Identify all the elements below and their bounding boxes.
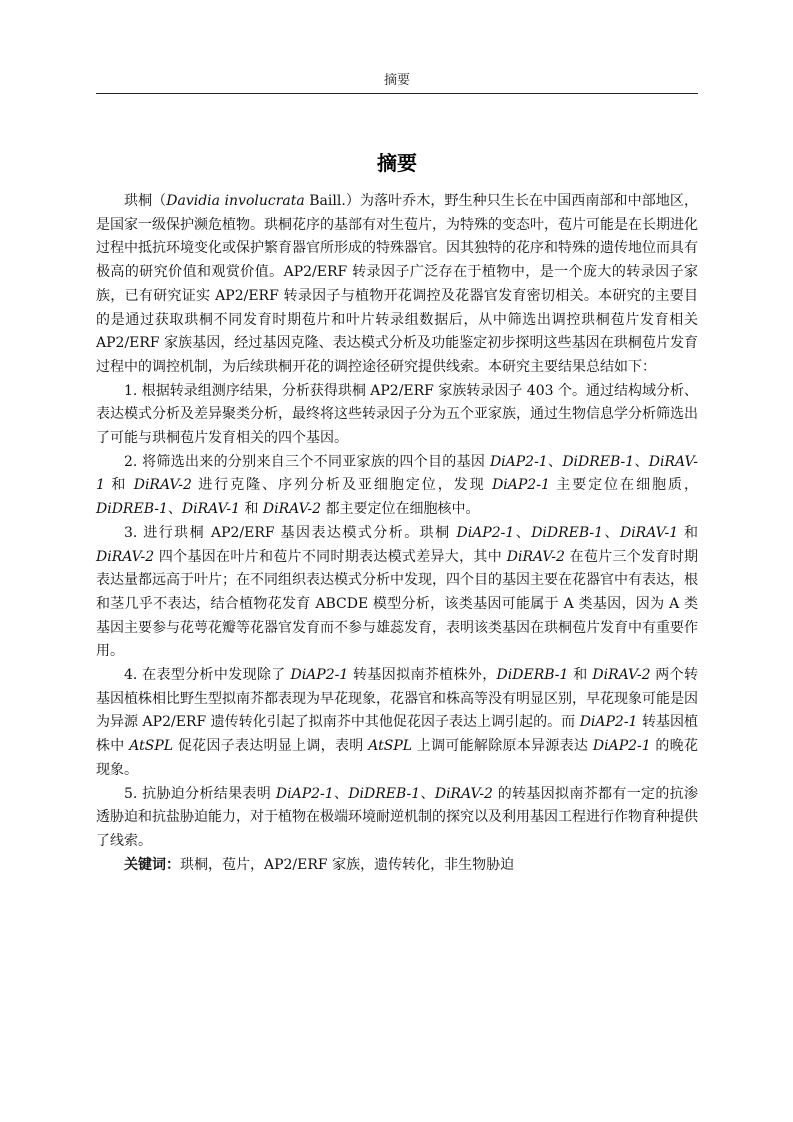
text-run: 转基因拟南芥植株外， bbox=[348, 667, 497, 684]
text-run: Baill.）为落叶乔木，野生种只生长在中国西南部和中部地区，是国家一级保护濒危植物。珙桐花序的基部有对生苞片，为特殊的变态叶，苞片可能是在长期进化过程中抵抗环境变化或保护繁育器官所形成的特殊器官。因其独特的花序和特殊的遗传地位而具有极高的研究价值和观赏价值。AP2/ERF 转录因子广泛存在于植物中，是一个庞大的转录因子家族，已有研究证实 AP2/ERF 转录因子与植物开花调控及花器官发育密切相关。本研究的主要目的是通过获取珙桐不同发育时期苞片和叶片转录组数据后，从中筛选出调控珙桐苞片发育相关 AP2/ERF 家族基因，经过基因克隆、表达模式分析及功能鉴定初步探明这些基因在珙桐苞片发育过程中的调控机制，为后续珙桐开花的调控途径研究提供线索。本研究主要结果总结如下： bbox=[96, 193, 699, 375]
italic-term: DiDREB-1 bbox=[562, 453, 635, 470]
text-run: 的晚花现象。 bbox=[96, 738, 698, 778]
italic-term: DiAP2-1 bbox=[456, 524, 515, 541]
text-run: 上调可能解除原本异源表达 bbox=[412, 738, 593, 755]
text-run: 都主要定位在细胞核中。 bbox=[321, 501, 480, 518]
running-header: 摘要 bbox=[383, 73, 410, 88]
text-run: 两个转基因植株相比野生型拟南芥都表现为早花现象，花器官和株高等没有明显区别，早花现象可能是因为异源 AP2/ERF 遗传转化引起了拟南芥中其他促花因子表达上调引起的。而 bbox=[96, 667, 698, 731]
italic-term: DiRAV-2 bbox=[96, 548, 155, 565]
keywords-label: 关键词： bbox=[124, 856, 180, 873]
text-run: 、 bbox=[333, 785, 349, 802]
text-run: 和 bbox=[678, 524, 699, 541]
text-run: 、 bbox=[634, 453, 649, 470]
text-run: 2. 将筛选出来的分别来自三个不同亚家族的四个目的基因 bbox=[124, 453, 490, 470]
italic-term: DiDREB-1 bbox=[96, 501, 168, 518]
abstract-body bbox=[96, 190, 698, 877]
italic-term: DiRAV-1 bbox=[619, 524, 679, 541]
italic-term: DiAP2-1 bbox=[275, 785, 334, 802]
text-run: 、 bbox=[167, 501, 182, 518]
text-run: 四个基因在叶片和苞片不同时期表达模式差异大，其中 bbox=[154, 548, 507, 565]
text-run: 的转基因拟南芥都有一定的抗渗透胁迫和抗盐胁迫能力，对于植物在极端环境耐逆机制的探究以及利用基因工程进行作物育种提供了线索。 bbox=[96, 785, 699, 849]
italic-term: DiAP2-1 bbox=[489, 453, 548, 470]
result-2-paragraph bbox=[96, 451, 698, 522]
text-run: 、 bbox=[420, 785, 435, 802]
italic-term: Davidia involucrata bbox=[166, 193, 305, 209]
text-run: 在苞片三个发育时期表达量都远高于叶片；在不同组织表达模式分析中发现，四个目的基因主要在花器官中有表达，根和茎几乎不表达，结合植物花发育 ABCDE 模型分析，该类基因可能属于 A 类基因，因为 A 类基因主要参与花萼花瓣等花器官发育而不参与雄蕊发育，表明该类基因在珙桐苞片发育中有重要作用。 bbox=[96, 548, 698, 660]
italic-term: DiDREB-1 bbox=[531, 524, 604, 541]
keywords-line bbox=[96, 854, 698, 878]
italic-term: DiRAV-2 bbox=[133, 477, 192, 494]
text-run: 主要定位在细胞质， bbox=[549, 477, 699, 494]
page-title: 摘要 bbox=[377, 151, 417, 176]
text-run: 和 bbox=[240, 501, 263, 518]
text-run: 1. 根据转录组测序结果，分析获得珙桐 AP2/ERF 家族转录因子 403 个。通过结构域分析、表达模式分析及差异聚类分析，最终将这些转录因子分为五个亚家族，通过生物信息学分析筛选出了可能与珙桐苞片发育相关的四个基因。 bbox=[96, 382, 698, 447]
text-run: 5. 抗胁迫分析结果表明 bbox=[124, 785, 276, 802]
italic-term: DiDREB-1 bbox=[348, 785, 421, 802]
result-5-paragraph bbox=[96, 783, 698, 854]
italic-term: DiAP2-1 bbox=[579, 714, 638, 731]
text-run: 促花因子表达明显上调，表明 bbox=[173, 738, 369, 755]
result-4-paragraph bbox=[96, 664, 698, 783]
keywords-text: 珙桐，苞片，AP2/ERF 家族，遗传转化，非生物胁迫 bbox=[180, 856, 515, 873]
italic-term: DiRAV-2 bbox=[506, 548, 565, 565]
text-run: 4. 在表型分析中发现除了 bbox=[124, 667, 291, 684]
italic-term: DiAP2-1 bbox=[592, 738, 651, 755]
header-rule bbox=[96, 93, 698, 94]
italic-term: DiRAV-2 bbox=[592, 667, 651, 684]
text-run: 进行克隆、序列分析及亚细胞定位，发现 bbox=[191, 477, 493, 494]
text-run: 3. 进行珙桐 AP2/ERF 基因表达模式分析。珙桐 bbox=[124, 524, 457, 541]
text-run: 、 bbox=[514, 524, 532, 541]
italic-term: DiRAV-1 bbox=[96, 453, 698, 494]
text-run: 和 bbox=[568, 667, 593, 684]
result-3-paragraph bbox=[96, 522, 698, 664]
italic-term: DiAP2-1 bbox=[290, 667, 349, 684]
abstract-intro-paragraph bbox=[96, 190, 698, 380]
italic-term: AtSPL bbox=[368, 738, 413, 755]
text-run: 、 bbox=[547, 453, 563, 470]
italic-term: DiRAV-2 bbox=[262, 501, 322, 518]
text-run: 和 bbox=[104, 477, 134, 494]
text-run: 、 bbox=[603, 524, 620, 541]
italic-term: DiDERB-1 bbox=[496, 667, 569, 684]
italic-term: DiRAV-1 bbox=[181, 501, 240, 518]
text-run: 转基因植株中 bbox=[96, 714, 699, 755]
italic-term: DiAP2-1 bbox=[492, 477, 550, 494]
italic-term: DiRAV-2 bbox=[434, 785, 493, 802]
text-run: 珙桐（ bbox=[124, 193, 167, 209]
italic-term: AtSPL bbox=[129, 738, 174, 755]
result-1-paragraph bbox=[96, 380, 698, 451]
